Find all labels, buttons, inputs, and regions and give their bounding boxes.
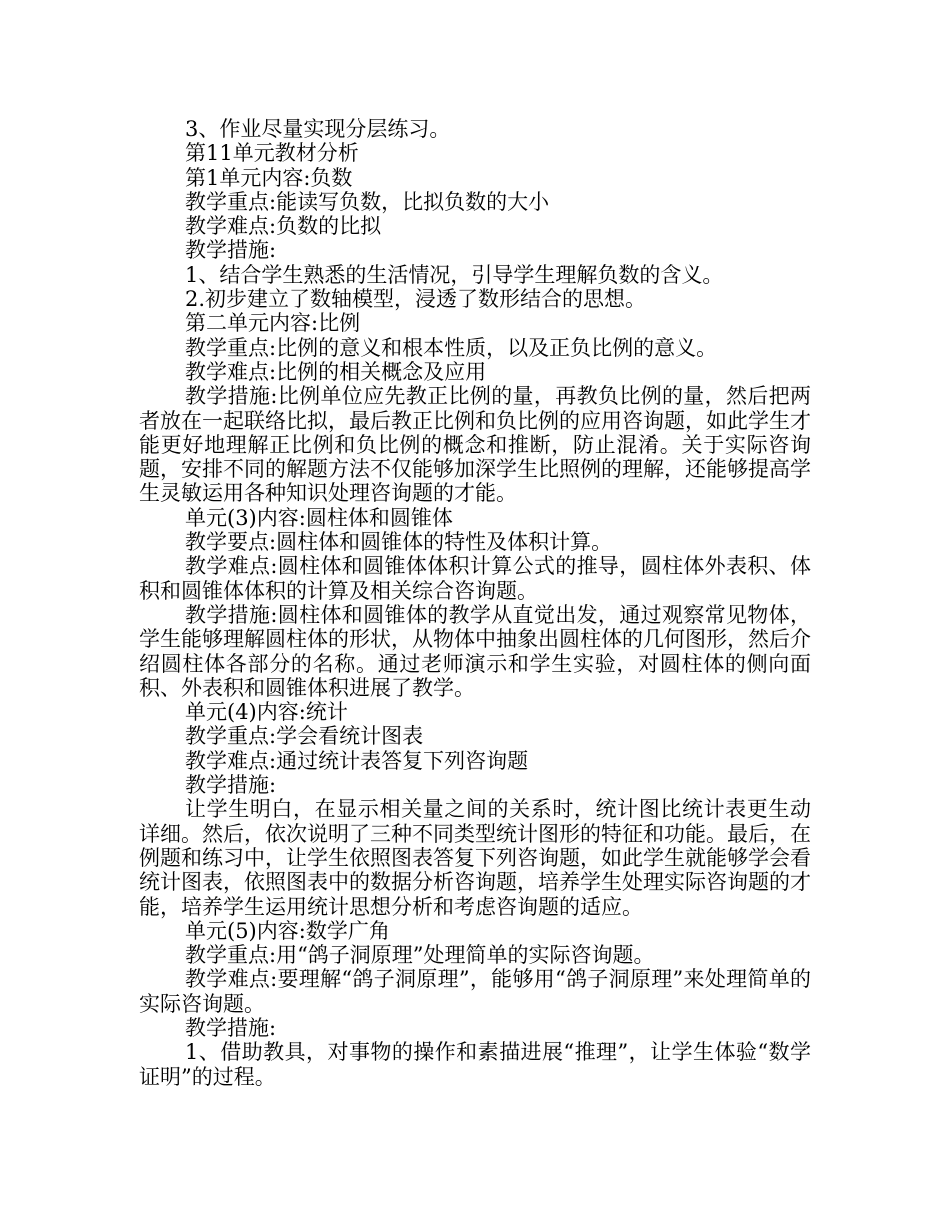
unit-1-title: 第1单元内容:负数: [185, 165, 353, 190]
unit-4-key-point: 教学重点:学会看统计图表: [185, 724, 424, 749]
unit-5-difficulty: 教学难点:要理解“鸽子洞原理”，能够用“鸽子洞原理”来处理简单的实际咨询题。: [139, 967, 811, 1016]
unit-3-key-point: 教学要点:圆柱体和圆锥体的特性及体积计算。: [185, 530, 613, 555]
unit-3-measures: 教学措施:圆柱体和圆锥体的教学从直觉出发，通过观察常见物体，学生能够理解圆柱体的形状，从物体中抽象出圆柱体的几何图形，然后介绍圆柱体各部分的名称。通过老师演示和学生实验，对圆柱体的侧向面积、外表积和圆锥体积进展了教学。: [139, 602, 811, 700]
unit-1-difficulty: 教学难点:负数的比拟: [185, 214, 382, 239]
unit-4-measures-label: 教学措施:: [185, 773, 277, 798]
unit-4-title: 单元(4)内容:统计: [185, 700, 348, 725]
section-heading: 第11单元教材分析: [185, 141, 359, 166]
unit-2-key-point: 教学重点:比例的意义和根本性质，以及正负比例的意义。: [185, 335, 718, 360]
unit-1-key-point: 教学重点:能读写负数，比拟负数的大小: [185, 189, 550, 214]
unit-5-measures-label: 教学措施:: [185, 1015, 277, 1040]
unit-2-measures: 教学措施:比例单位应先教正比例的量，再教负比例的量，然后把两者放在一起联络比拟，最后教正比例和负比例的应用咨询题，如此学生才能更好地理解正比例和负比例的概念和推断，防止混淆。关于实际咨询题，安排不同的解题方法不仅能够加深学生比照例的理解，还能够提高学生灵敏运用各种知识处理咨询题的才能。: [139, 384, 811, 506]
unit-4-measures: 让学生明白，在显示相关量之间的关系时，统计图比统计表更生动详细。然后，依次说明了三种不同类型统计图形的特征和功能。最后，在例题和练习中，让学生依照图表答复下列咨询题，如此学生就能够学会看统计图表，依照图表中的数据分析咨询题，培养学生处理实际咨询题的才能，培养学生运用统计思想分析和考虑咨询题的适应。: [139, 797, 811, 919]
document-body: [139, 117, 811, 1089]
unit-3-title: 单元(3)内容:圆柱体和圆锥体: [185, 505, 453, 530]
unit-1-measures-label: 教学措施:: [185, 238, 277, 263]
homework-note: 3、作业尽量实现分层练习。: [185, 117, 451, 141]
unit-5-measure-1: 1、借助教具，对事物的操作和素描进展“推理”，让学生体验“数学证明”的过程。: [139, 1040, 811, 1089]
unit-3-difficulty: 教学难点:圆柱体和圆锥体体积计算公式的推导，圆柱体外表积、体积和圆锥体体积的计算及相关综合咨询题。: [139, 554, 811, 603]
unit-4-difficulty: 教学难点:通过统计表答复下列咨询题: [185, 748, 529, 773]
unit-1-measure-1: 1、结合学生熟悉的生活情况，引导学生理解负数的含义。: [185, 262, 724, 287]
unit-2-title: 第二单元内容:比例: [185, 311, 361, 336]
unit-2-difficulty: 教学难点:比例的相关概念及应用: [185, 359, 487, 384]
unit-1-measure-2: 2.初步建立了数轴模型，浸透了数形结合的思想。: [185, 287, 647, 312]
unit-5-key-point: 教学重点:用“鸽子洞原理”处理简单的实际咨询题。: [185, 943, 655, 968]
unit-5-title: 单元(5)内容:数学广角: [185, 918, 390, 943]
